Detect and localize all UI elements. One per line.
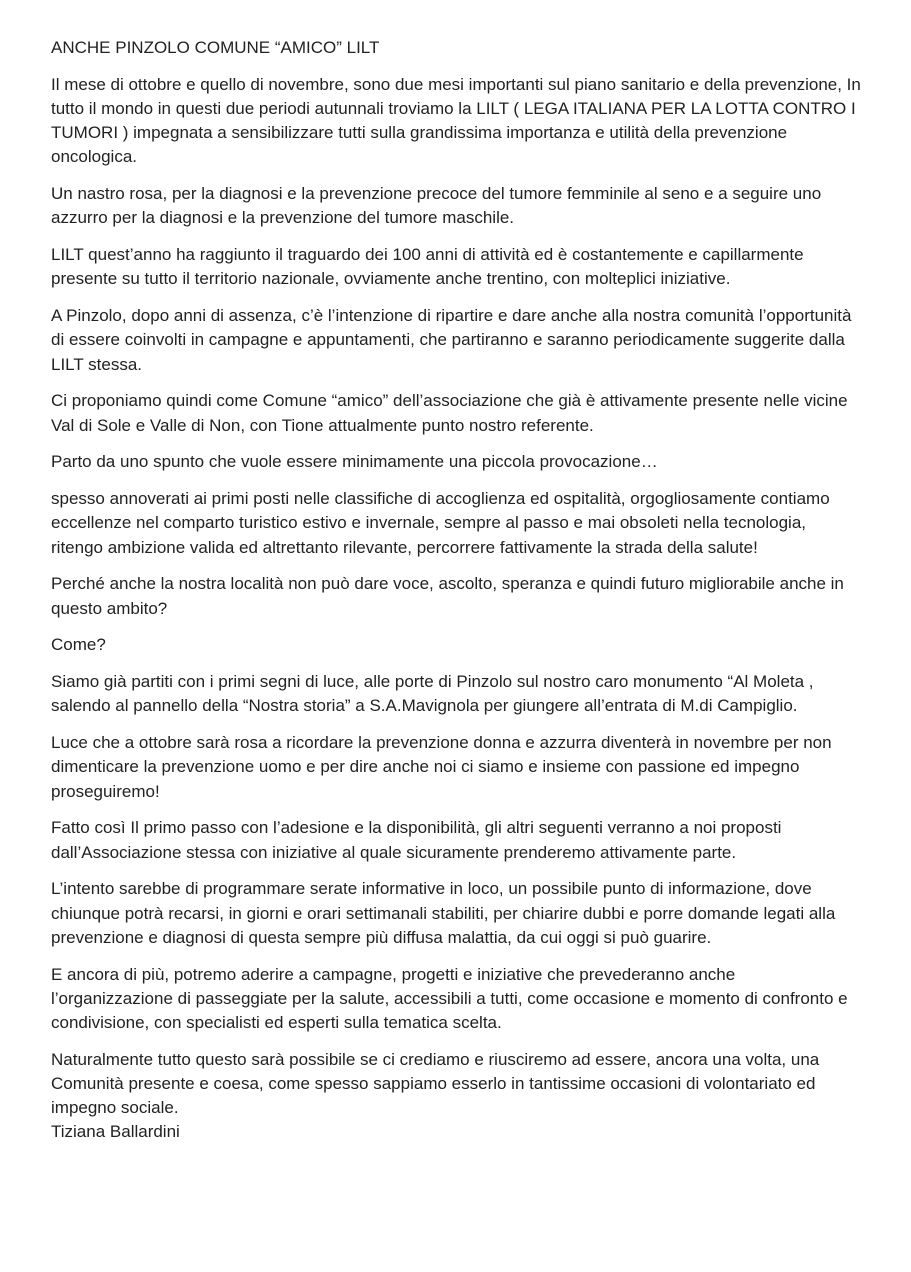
paragraph: Un nastro rosa, per la diagnosi e la prevenzione precoce del tumore femminile al seno e a seguire uno azzurro per la diagnosi e la prevenzione del tumore maschile. [51, 184, 822, 228]
paragraph: Siamo già partiti con i primi segni di luce, alle porte di Pinzolo sul nostro caro monumento “Al Moleta , salendo al pannello della “Nostra storia” a S.A.Mavignola per giungere all’entrata di M.di Campiglio. [51, 672, 814, 716]
paragraph: E ancora di più, potremo aderire a campagne, progetti e iniziative che prevederanno anche l’organizzazione di passeggiate per la salute, accessibili a tutti, come occasione e momento di confronto e condivisione, con specialisti ed esperti sulla tematica scelta. [51, 964, 848, 1033]
paragraph: Perché anche la nostra località non può dare voce, ascolto, speranza e quindi futuro migliorabile anche in questo ambito? [51, 574, 844, 618]
paragraph: Ci proponiamo quindi come Comune “amico” dell’associazione che già è attivamente presente nelle vicine Val di Sole e Valle di Non, con Tione attualmente punto nostro referente. [51, 391, 848, 435]
paragraph: spesso annoverati ai primi posti nelle classifiche di accoglienza ed ospitalità, orgogliosamente contiamo eccellenze nel comparto turistico estivo e invernale, sempre al passo e mai obsoleti nella tecnologia, ritengo ambizione valida ed altrettanto rilevante, percorrere fattivamente la strada della salute! [51, 489, 830, 557]
paragraph: Luce che a ottobre sarà rosa a ricordare la prevenzione donna e azzurra diventerà in novembre per non dimenticare la prevenzione uomo e per dire anche noi ci siamo e insieme con passione ed impegno proseguiremo! [51, 733, 832, 801]
paragraph: Il mese di ottobre e quello di novembre, sono due mesi importanti sul piano sanitario e della prevenzione, In tutto il mondo in questi due periodi autunnali troviamo la LILT ( LEGA ITALIANA PER LA LOTTA CONTRO I TUMORI ) impegnata a sensibilizzare tutti sulla grandissima importanza e utilità della prevenzione oncologica. [51, 74, 861, 167]
paragraph: Come? [51, 635, 106, 655]
paragraph: Parto da uno spunto che vuole essere minimamente una piccola provocazione… [51, 452, 658, 472]
article-title: ANCHE PINZOLO COMUNE “AMICO” LILT [51, 38, 380, 57]
paragraph: L’intento sarebbe di programmare serate informative in loco, un possibile punto di informazione, dove chiunque potrà recarsi, in giorni e orari settimanali stabiliti, per chiarire dubbi e porre domande legati alla prevenzione e diagnosi di questa sempre più diffusa malattia, da cui oggi si può guarire. [51, 879, 836, 947]
paragraph: LILT quest’anno ha raggiunto il traguardo dei 100 anni di attività ed è costantemente e capillarmente presente su tutto il territorio nazionale, ovviamente anche trentino, con molteplici iniziative. [51, 245, 804, 289]
closing-paragraph: Naturalmente tutto questo sarà possibile se ci crediamo e riusciremo ad essere, ancora una volta, una Comunità presente e coesa, come spesso sappiamo esserlo in tantissime occasioni di volontariato ed impegno sociale. [51, 1049, 820, 1118]
paragraph: Fatto così Il primo passo con l’adesione e la disponibilità, gli altri seguenti verranno a noi proposti dall’Associazione stessa con iniziative al quale sicuramente prenderemo attivamente parte. [51, 818, 782, 862]
paragraph: A Pinzolo, dopo anni di assenza, c’è l’intenzione di ripartire e dare anche alla nostra comunità l’opportunità di essere coinvolti in campagne e appuntamenti, che partiranno e saranno periodicamente suggerite dalla LILT stessa. [51, 306, 852, 374]
author-signature: Tiziana Ballardini [51, 1122, 180, 1142]
